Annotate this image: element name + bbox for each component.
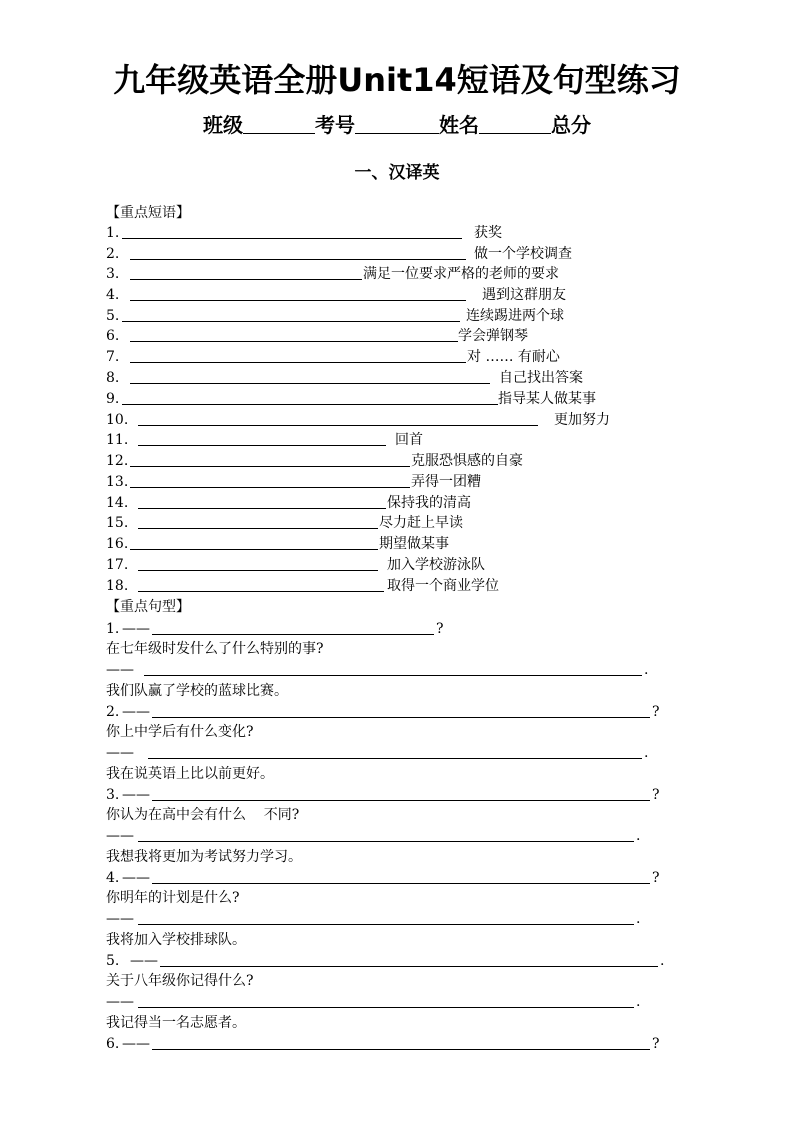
phrase-number: 15. bbox=[106, 515, 129, 531]
phrase-chinese: 弄得一团糟 bbox=[411, 474, 481, 490]
answer-blank[interactable] bbox=[130, 259, 466, 260]
phrase-chinese: 克服恐惧感的自豪 bbox=[411, 453, 523, 469]
question-blank[interactable] bbox=[152, 717, 650, 718]
phrases-heading: 【重点短语】 bbox=[106, 205, 190, 221]
dash: —— bbox=[122, 1036, 150, 1052]
question-blank[interactable] bbox=[152, 800, 650, 801]
phrase-chinese: 加入学校游泳队 bbox=[387, 557, 485, 573]
question-end-mark: ? bbox=[652, 787, 660, 803]
answer-blank[interactable] bbox=[138, 591, 384, 592]
class-blank[interactable] bbox=[243, 113, 315, 134]
answer-blank[interactable] bbox=[138, 425, 538, 426]
name-label: 姓名 bbox=[439, 113, 479, 137]
phrase-chinese: 对 …… 有耐心 bbox=[467, 349, 560, 365]
section-title: 一、汉译英 bbox=[354, 163, 440, 183]
question-end-mark: ? bbox=[652, 704, 660, 720]
answer-blank[interactable] bbox=[130, 549, 378, 550]
sentence-number: 4. bbox=[106, 870, 120, 886]
score-label: 总分 bbox=[551, 113, 591, 137]
dash: —— bbox=[122, 704, 150, 720]
question-end-mark: . bbox=[660, 953, 665, 969]
answer-blank[interactable] bbox=[122, 321, 460, 322]
answer-end-mark: . bbox=[636, 911, 641, 927]
phrase-number: 9. bbox=[106, 391, 120, 407]
answer-chinese: 我们队赢了学校的蓝球比赛。 bbox=[106, 683, 288, 699]
answer-blank[interactable] bbox=[144, 675, 642, 676]
dash: —— bbox=[106, 662, 134, 678]
phrase-number: 12. bbox=[106, 453, 129, 469]
phrase-number: 4. bbox=[106, 287, 120, 303]
phrase-number: 1. bbox=[106, 225, 120, 241]
dash: —— bbox=[122, 621, 150, 637]
question-chinese: 关于八年级你记得什么? bbox=[106, 973, 254, 989]
answer-blank[interactable] bbox=[130, 279, 362, 280]
answer-blank[interactable] bbox=[138, 841, 634, 842]
answer-blank[interactable] bbox=[130, 466, 410, 467]
sentence-number: 6. bbox=[106, 1036, 120, 1052]
phrase-number: 7. bbox=[106, 349, 120, 365]
dash: —— bbox=[130, 953, 158, 969]
sentence-number: 3. bbox=[106, 787, 120, 803]
phrase-number: 6. bbox=[106, 328, 120, 344]
phrase-chinese: 更加努力 bbox=[554, 412, 610, 428]
dash: —— bbox=[106, 745, 134, 761]
answer-chinese: 我将加入学校排球队。 bbox=[106, 932, 246, 948]
answer-chinese: 我在说英语上比以前更好。 bbox=[106, 766, 274, 782]
question-chinese: 你认为在高中会有什么 不同? bbox=[106, 807, 300, 823]
phrase-chinese: 尽力赶上早读 bbox=[379, 515, 463, 531]
phrase-chinese: 期望做某事 bbox=[379, 536, 449, 552]
phrase-number: 13. bbox=[106, 474, 129, 490]
sentence-number: 5. bbox=[106, 953, 120, 969]
phrase-number: 17. bbox=[106, 557, 129, 573]
question-end-mark: ? bbox=[652, 870, 660, 886]
phrase-chinese: 回首 bbox=[395, 432, 423, 448]
name-blank[interactable] bbox=[479, 113, 551, 134]
phrase-number: 10. bbox=[106, 412, 129, 428]
answer-chinese: 我想我将更加为考试努力学习。 bbox=[106, 849, 302, 865]
answer-blank[interactable] bbox=[130, 300, 466, 301]
answer-end-mark: . bbox=[644, 745, 649, 761]
student-info-line bbox=[0, 111, 794, 139]
answer-blank[interactable] bbox=[138, 1007, 634, 1008]
phrase-chinese: 学会弹钢琴 bbox=[458, 328, 528, 344]
phrase-chinese: 遇到这群朋友 bbox=[482, 287, 566, 303]
phrase-chinese: 取得一个商业学位 bbox=[387, 578, 499, 594]
phrase-number: 3. bbox=[106, 266, 120, 282]
question-end-mark: ? bbox=[436, 621, 444, 637]
sentence-number: 2. bbox=[106, 704, 120, 720]
phrase-number: 8. bbox=[106, 370, 120, 386]
dash: —— bbox=[122, 787, 150, 803]
answer-blank[interactable] bbox=[138, 445, 386, 446]
sentences-heading: 【重点句型】 bbox=[106, 599, 190, 615]
phrase-number: 11. bbox=[106, 432, 129, 448]
question-blank[interactable] bbox=[152, 1049, 650, 1050]
answer-blank[interactable] bbox=[130, 362, 466, 363]
question-blank[interactable] bbox=[152, 634, 434, 635]
phrase-chinese: 指导某人做某事 bbox=[498, 391, 596, 407]
question-blank[interactable] bbox=[160, 966, 658, 967]
phrase-number: 16. bbox=[106, 536, 129, 552]
answer-blank[interactable] bbox=[138, 528, 378, 529]
phrase-chinese: 做一个学校调查 bbox=[474, 246, 572, 262]
answer-blank[interactable] bbox=[138, 508, 386, 509]
phrase-chinese: 连续踢进两个球 bbox=[466, 308, 564, 324]
answer-blank[interactable] bbox=[148, 758, 642, 759]
answer-blank[interactable] bbox=[122, 404, 498, 405]
question-chinese: 在七年级时发什么了什么特别的事? bbox=[106, 641, 324, 657]
answer-blank[interactable] bbox=[122, 238, 462, 239]
answer-end-mark: . bbox=[636, 994, 641, 1010]
answer-end-mark: . bbox=[644, 662, 649, 678]
answer-blank[interactable] bbox=[130, 341, 458, 342]
question-chinese: 你明年的计划是什么? bbox=[106, 890, 240, 906]
answer-blank[interactable] bbox=[130, 383, 490, 384]
class-label: 班级 bbox=[203, 113, 243, 137]
dash: —— bbox=[106, 828, 134, 844]
page-title: 九年级英语全册Unit14短语及句型练习 bbox=[113, 61, 681, 99]
exam-no-label: 考号 bbox=[315, 113, 355, 137]
dash: —— bbox=[106, 911, 134, 927]
question-chinese: 你上中学后有什么变化? bbox=[106, 724, 254, 740]
answer-blank[interactable] bbox=[138, 570, 378, 571]
question-end-mark: ? bbox=[652, 1036, 660, 1052]
dash: —— bbox=[106, 994, 134, 1010]
phrase-chinese: 获奖 bbox=[474, 225, 502, 241]
phrase-number: 18. bbox=[106, 578, 129, 594]
sentence-number: 1. bbox=[106, 621, 120, 637]
phrase-number: 5. bbox=[106, 308, 120, 324]
exam-no-blank[interactable] bbox=[355, 113, 439, 134]
answer-blank[interactable] bbox=[130, 487, 410, 488]
phrase-number: 14. bbox=[106, 495, 129, 511]
answer-end-mark: . bbox=[636, 828, 641, 844]
answer-blank[interactable] bbox=[138, 924, 634, 925]
phrase-chinese: 自己找出答案 bbox=[499, 370, 583, 386]
question-blank[interactable] bbox=[152, 883, 650, 884]
dash: —— bbox=[122, 870, 150, 886]
phrase-chinese: 保持我的清高 bbox=[387, 495, 471, 511]
phrase-number: 2. bbox=[106, 246, 120, 262]
phrase-chinese: 满足一位要求严格的老师的要求 bbox=[363, 266, 559, 282]
answer-chinese: 我记得当一名志愿者。 bbox=[106, 1015, 246, 1031]
